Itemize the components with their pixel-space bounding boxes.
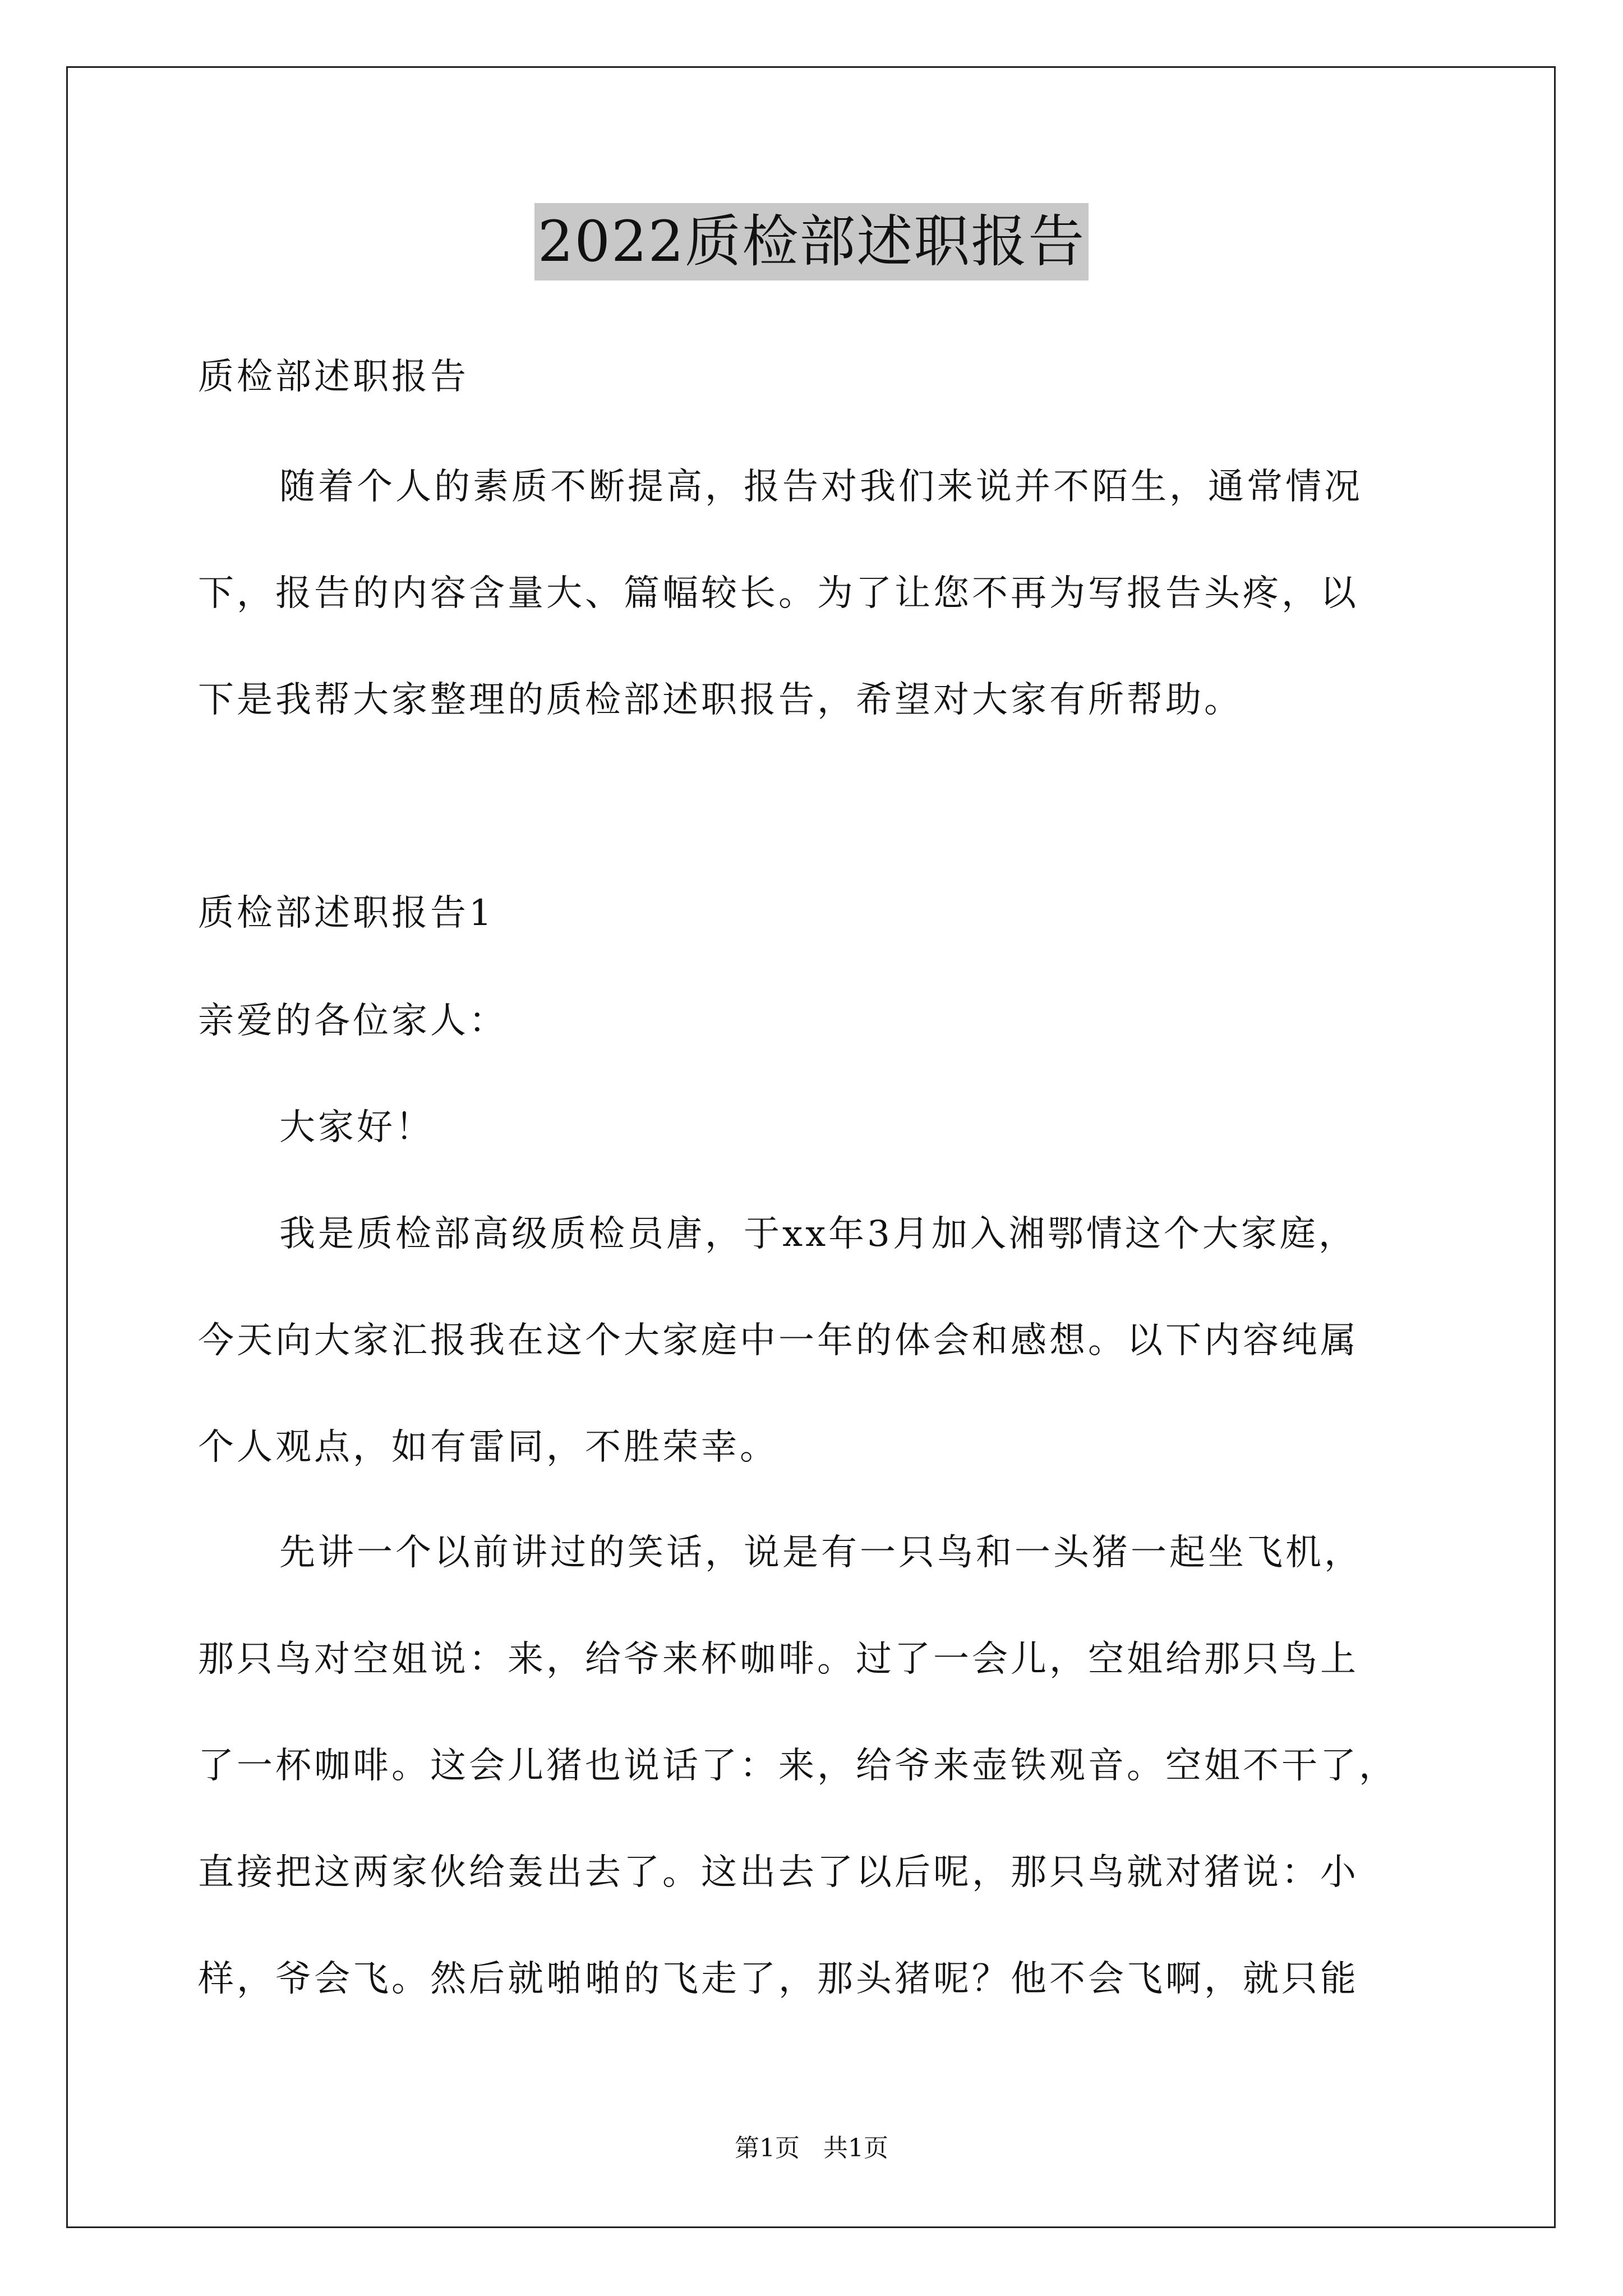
paragraph-line: 下是我帮大家整理的质检部述职报告，希望对大家有所帮助。 (198, 679, 1243, 721)
paragraph-line: 了一杯咖啡。这会儿猪也说话了：来，给爷来壶铁观音。空姐不干了， (198, 1745, 1398, 1787)
paragraph-line: 我是质检部高级质检员唐，于xx年3月加入湘鄂情这个大家庭， (279, 1213, 1357, 1255)
paragraph-line: 样，爷会飞。然后就啪啪的飞走了，那头猪呢？他不会飞啊，就只能 (198, 1958, 1359, 2000)
paragraph-line: 直接把这两家伙给轰出去了。这出去了以后呢，那只鸟就对猪说：小 (198, 1852, 1359, 1893)
paragraph-line: 先讲一个以前讲过的笑话，说是有一只鸟和一头猪一起坐飞机， (279, 1532, 1363, 1573)
paragraph-line: 下，报告的内容含量大、篇幅较长。为了让您不再为写报告头疼，以 (198, 573, 1359, 614)
section-heading: 质检部述职报告 (198, 356, 469, 398)
salutation: 亲爱的各位家人： (198, 1000, 508, 1042)
paragraph-line: 个人观点，如有雷同，不胜荣幸。 (198, 1427, 778, 1468)
paragraph-line: 那只鸟对空姐说：来，给爷来杯咖啡。过了一会儿，空姐给那只鸟上 (198, 1639, 1359, 1680)
page-footer: 第1页 共1页 (735, 2134, 888, 2162)
title-container (0, 203, 1623, 280)
paragraph-line: 今天向大家汇报我在这个大家庭中一年的体会和感想。以下内容纯属 (198, 1320, 1359, 1361)
subsection-heading: 质检部述职报告1 (198, 892, 495, 934)
paragraph-line: 随着个人的素质不断提高，报告对我们来说并不陌生，通常情况 (279, 466, 1363, 508)
greeting: 大家好！ (279, 1107, 434, 1148)
document-title: 2022质检部述职报告 (534, 203, 1089, 280)
